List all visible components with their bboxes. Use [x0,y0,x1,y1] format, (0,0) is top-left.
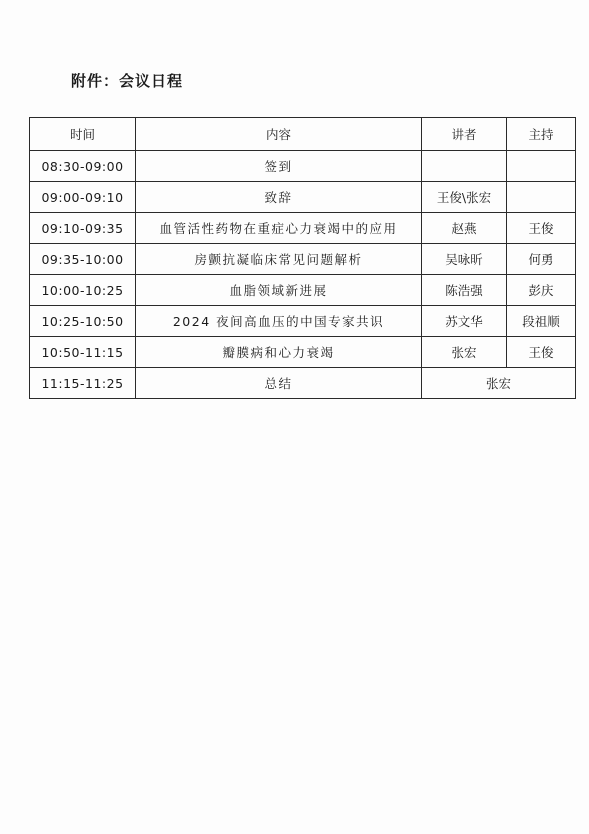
host-cell [507,182,576,213]
table-row [30,368,576,399]
host-cell: 王俊 [507,337,576,368]
table-row [30,337,576,368]
table-row [30,182,576,213]
speaker-host-cell: 张宏 [422,368,576,399]
content-cell: 签到 [136,151,422,182]
content-cell: 致辞 [136,182,422,213]
header-content: 内容 [136,118,422,151]
host-cell: 彭庆 [507,275,576,306]
table-row [30,275,576,306]
host-cell: 何勇 [507,244,576,275]
table-row [30,151,576,182]
speaker-cell: 吴咏昕 [422,244,507,275]
host-cell [507,151,576,182]
content-cell: 总结 [136,368,422,399]
time-cell: 10:00-10:25 [30,275,136,306]
speaker-cell: 张宏 [422,337,507,368]
content-cell: 2024 夜间高血压的中国专家共识 [136,306,422,337]
header-host: 主持 [507,118,576,151]
content-cell: 血管活性药物在重症心力衰竭中的应用 [136,213,422,244]
time-cell: 10:50-11:15 [30,337,136,368]
time-cell: 09:35-10:00 [30,244,136,275]
table-row [30,306,576,337]
host-cell: 王俊 [507,213,576,244]
host-cell: 段祖顺 [507,306,576,337]
header-time: 时间 [30,118,136,151]
speaker-cell: 陈浩强 [422,275,507,306]
speaker-cell: 赵燕 [422,213,507,244]
time-cell: 09:00-09:10 [30,182,136,213]
time-cell: 10:25-10:50 [30,306,136,337]
speaker-cell: 王俊\张宏 [422,182,507,213]
time-cell: 09:10-09:35 [30,213,136,244]
speaker-cell [422,151,507,182]
header-speaker: 讲者 [422,118,507,151]
content-cell: 房颤抗凝临床常见问题解析 [136,244,422,275]
content-cell: 血脂领域新进展 [136,275,422,306]
table-row [30,244,576,275]
attachment-heading: 附件：会议日程 [71,72,184,90]
table-row [30,213,576,244]
header-row [30,118,576,151]
content-cell: 瓣膜病和心力衰竭 [136,337,422,368]
schedule-table [29,117,576,399]
time-cell: 11:15-11:25 [30,368,136,399]
speaker-cell: 苏文华 [422,306,507,337]
time-cell: 08:30-09:00 [30,151,136,182]
